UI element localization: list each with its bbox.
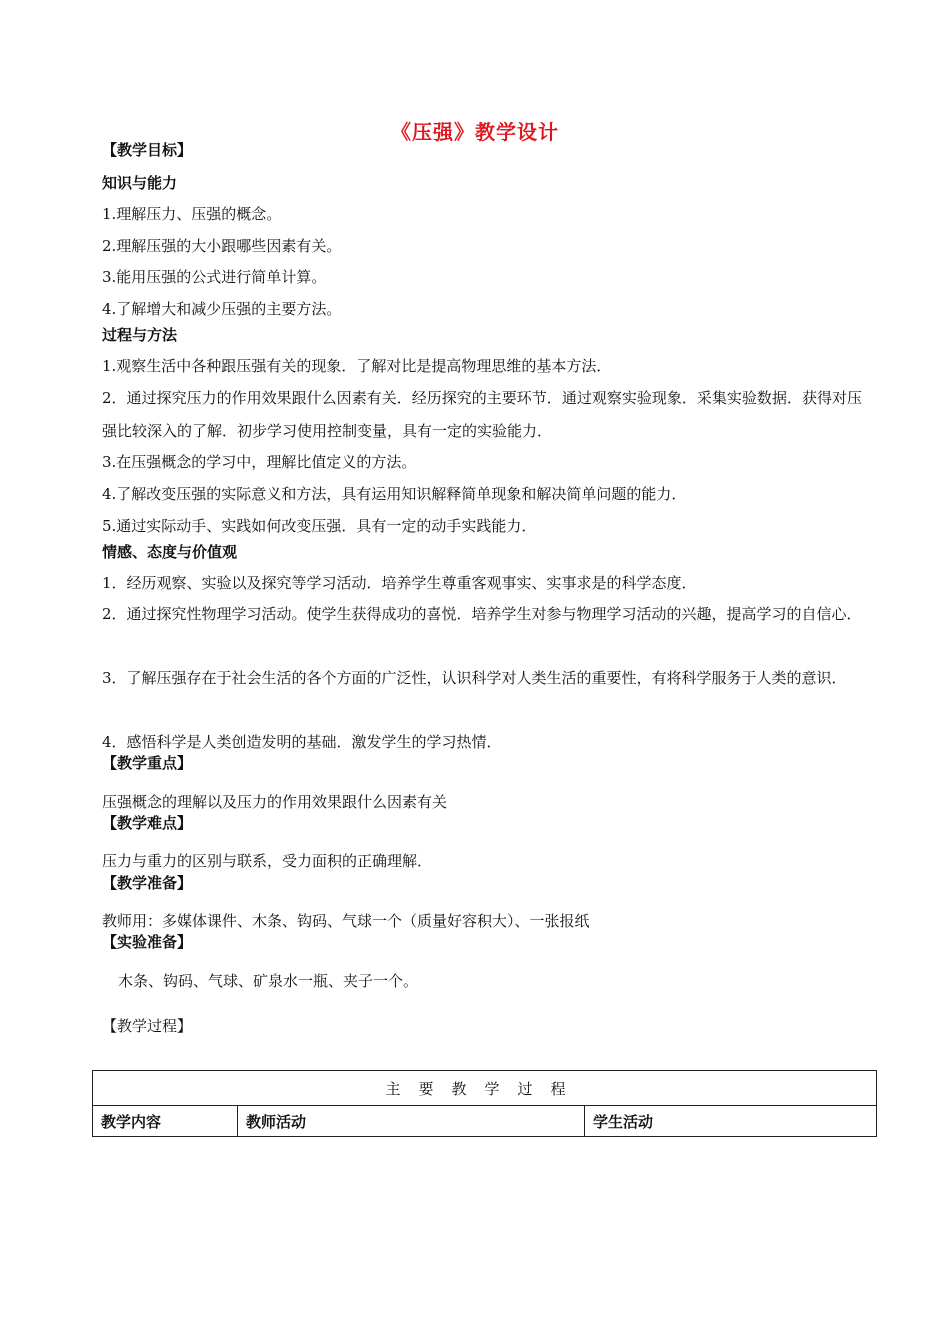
emotion-heading: 情感、态度与价值观 [102,543,238,561]
process-item: 4.了解改变压强的实际意义和方法，具有运用知识解释简单现象和解决简单问题的能力． [102,485,687,503]
emotion-item: 4．感悟科学是人类创造发明的基础．激发学生的学习热情． [102,733,502,751]
emotion-item: 3．了解压强存在于社会生活的各个方面的广泛性，认识科学对人类生活的重要性，有将科学服务于人类的意识． [102,669,847,687]
key-points-heading: 【教学重点】 [102,754,193,772]
knowledge-item: 1.理解压力、压强的概念。 [102,205,282,223]
process-item: 2．通过探究压力的作用效果跟什么因素有关．经历探究的主要环节．通过观察实验现象．采集实验数据．获得对压强比较深入的了解．初步学习使用控制变量，具有一定的实验能力． [102,389,862,440]
knowledge-item: 2.理解压强的大小跟哪些因素有关。 [102,237,342,255]
objectives-heading: 【教学目标】 [102,141,193,159]
process-item: 3.在压强概念的学习中，理解比值定义的方法。 [102,453,417,471]
table-title: 主要教学过程 [93,1071,877,1106]
key-points-text: 压强概念的理解以及压力的作用效果跟什么因素有关 [102,793,448,811]
teaching-prep-heading: 【教学准备】 [102,874,193,892]
knowledge-item: 3.能用压强的公式进行简单计算。 [102,268,327,286]
experiment-prep-heading: 【实验准备】 [102,933,193,951]
knowledge-heading: 知识与能力 [102,174,178,192]
experiment-prep-text: 木条、钩码、气球、矿泉水一瓶、夹子一个。 [118,972,419,990]
column-header-content: 教学内容 [93,1106,238,1137]
emotion-item: 2．通过探究性物理学习活动。使学生获得成功的喜悦．培养学生对参与物理学习活动的兴趣，提高学习的自信心． [102,605,862,623]
document-title: 《压强》教学设计 [391,120,559,144]
process-item: 1.观察生活中各种跟压强有关的现象．了解对比是提高物理思维的基本方法． [102,357,612,375]
difficulties-text: 压力与重力的区别与联系，受力面积的正确理解． [102,852,433,870]
process-heading: 过程与方法 [102,326,178,344]
table-header-row [93,1106,877,1137]
teaching-process-table [92,1070,877,1137]
column-header-teacher: 教师活动 [238,1106,585,1137]
knowledge-item: 4.了解增大和减少压强的主要方法。 [102,300,342,318]
difficulties-heading: 【教学难点】 [102,814,193,832]
teaching-process-heading: 【教学过程】 [102,1017,193,1035]
emotion-item: 1．经历观察、实验以及探究等学习活动．培养学生尊重客观事实、实事求是的科学态度． [102,574,697,592]
process-item: 5.通过实际动手、实践如何改变压强．具有一定的动手实践能力． [102,517,537,535]
table-title-row [93,1071,877,1106]
teaching-prep-text: 教师用：多媒体课件、木条、钩码、气球一个（质量好容积大）、一张报纸 [102,912,590,930]
column-header-student: 学生活动 [585,1106,877,1137]
